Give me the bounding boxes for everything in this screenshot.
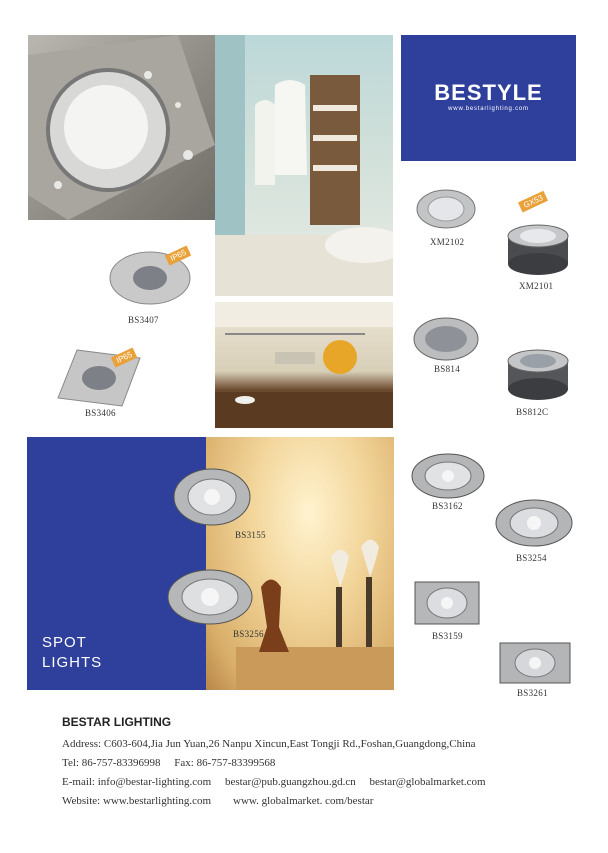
label-bs3155: BS3155 (235, 530, 266, 540)
label-bs812c: BS812C (516, 407, 549, 417)
label-bs3407: BS3407 (128, 315, 159, 325)
bathroom-photo (215, 35, 393, 296)
company-website: Website: www.bestarlighting.com www. globalmarket. com/bestar (62, 795, 374, 807)
product-bs3254-image (494, 498, 574, 553)
label-bs3254: BS3254 (516, 553, 547, 563)
label-bs814: BS814 (434, 364, 461, 374)
spot-title-line2: LIGHTS (42, 654, 103, 671)
label-bs3162: BS3162 (432, 501, 463, 511)
gx53-badge: GX53 (518, 190, 548, 212)
ip65-badge-2: IP65 (111, 347, 138, 367)
label-xm2101: XM2101 (519, 281, 554, 291)
brand-logo: BESTYLE (434, 80, 543, 105)
label-bs3159: BS3159 (432, 631, 463, 641)
closeup-light-graphic (28, 35, 215, 220)
product-bs3159-image (411, 578, 483, 633)
brand-panel (401, 35, 576, 161)
company-address: Address: C603-604,Jia Jun Yuan,26 Nanpu Xincun,East Tongji Rd.,Foshan,Guangdong,China (62, 738, 476, 750)
product-xm2102-image (415, 187, 477, 236)
product-xm2101-image (503, 216, 573, 281)
ip65-badge-1: IP65 (165, 245, 192, 265)
label-bs3261: BS3261 (517, 688, 548, 698)
company-name: BESTAR LIGHTING (62, 715, 172, 729)
product-bs812c-image (503, 343, 573, 408)
product-bs3155-image (172, 466, 252, 533)
label-bs3406: BS3406 (85, 408, 116, 418)
label-xm2102: XM2102 (430, 237, 465, 247)
company-tel-fax: Tel: 86-757-83396998 Fax: 86-757-83399568 (62, 757, 276, 769)
company-email: E-mail: info@bestar-lighting.com bestar@pub.guangzhou.gd.cn bestar@globalmarket.com (62, 776, 486, 788)
product-bs3261-image (496, 640, 574, 691)
product-bs3162-image (410, 452, 486, 505)
kitchen-photo (215, 302, 393, 428)
label-bs3256: BS3256 (233, 629, 264, 639)
spot-title-line1: SPOT (42, 634, 87, 651)
kitchen-scene (215, 302, 393, 428)
brand-website: www.bestarlighting.com (448, 106, 529, 112)
product-bs3256-image (165, 567, 255, 632)
bathroom-scene (215, 35, 393, 296)
product-bs814-image (412, 315, 480, 368)
bathroom-light-closeup-photo (28, 35, 215, 220)
